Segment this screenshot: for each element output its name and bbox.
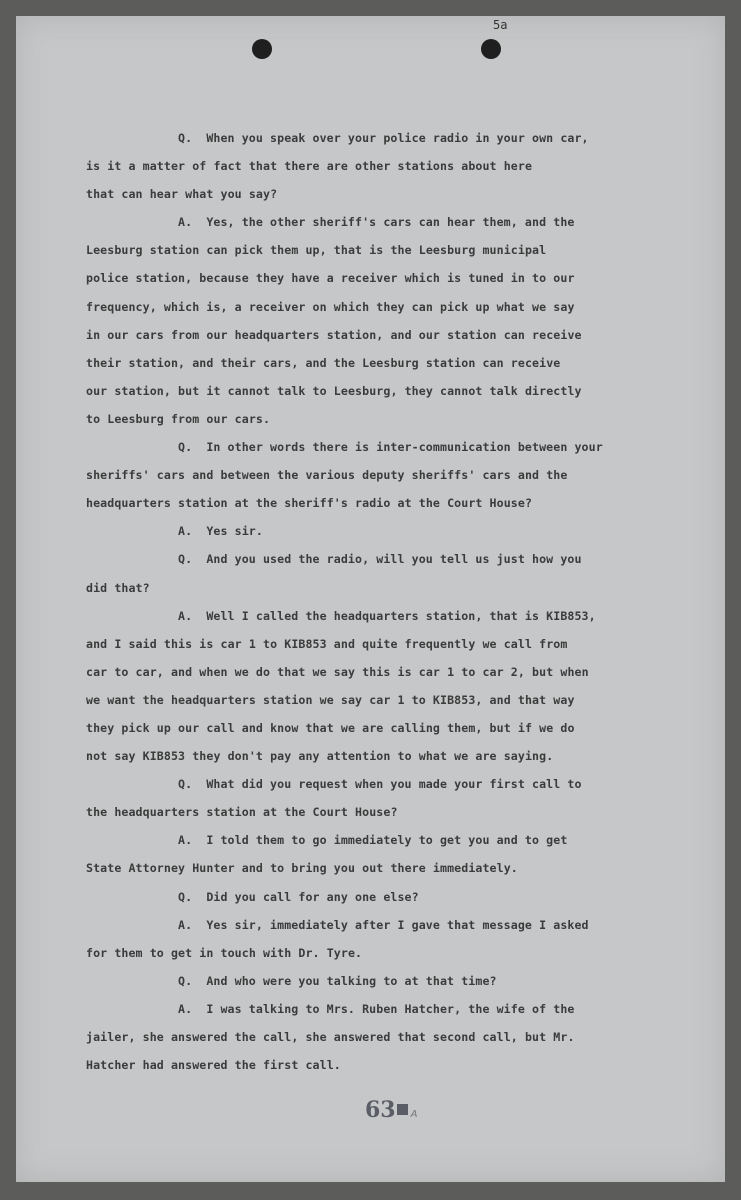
transcript-line: that can hear what you say?	[86, 187, 278, 202]
punch-hole-right	[481, 39, 501, 59]
transcript-line: A. Yes sir.	[178, 524, 263, 539]
transcript-line: their station, and their cars, and the Leesburg station can receive	[86, 355, 561, 370]
page-number: 5a	[493, 18, 508, 32]
transcript-line: A. I was talking to Mrs. Ruben Hatcher, the wife of the	[178, 1001, 575, 1016]
transcript-line: for them to get in touch with Dr. Tyre.	[86, 945, 363, 960]
transcript-body	[86, 124, 686, 1079]
transcript-line: jailer, she answered the call, she answered that second call, but Mr.	[86, 1030, 575, 1044]
transcript-line: Hatcher had answered the first call.	[86, 1058, 341, 1073]
transcript-line: Leesburg station can pick them up, that is the Leesburg municipal	[86, 243, 547, 258]
transcript-line: they pick up our call and know that we are calling them, but if we do	[86, 720, 575, 735]
transcript-line: police station, because they have a receiver which is tuned in to our	[86, 271, 575, 286]
transcript-line: in our cars from our headquarters station, and our station can receive	[86, 327, 582, 342]
transcript-line: and I said this is car 1 to KIB853 and quite frequently we call from	[86, 636, 568, 651]
transcript-line: our station, but it cannot talk to Leesburg, they cannot talk directly	[86, 383, 582, 398]
transcript-line: to Leesburg from our cars.	[86, 411, 271, 426]
transcript-line: sheriffs' cars and between the various deputy sheriffs' cars and the	[86, 468, 568, 483]
document-page	[16, 16, 725, 1182]
transcript-line: did that?	[86, 580, 150, 595]
transcript-line: Q. When you speak over your police radio in your own car,	[178, 131, 589, 145]
transcript-line: is it a matter of fact that there are other stations about here	[86, 159, 533, 174]
transcript-line: Q. Did you call for any one else?	[178, 889, 419, 904]
stamp-block-mark	[397, 1104, 408, 1115]
transcript-line: A. Yes, the other sheriff's cars can hear them, and the	[178, 215, 575, 230]
archive-stamp	[365, 1097, 417, 1123]
transcript-line: Q. What did you request when you made your first call to	[178, 777, 582, 792]
transcript-line: Q. In other words there is inter-communication between your	[178, 440, 603, 455]
transcript-line: headquarters station at the sheriff's radio at the Court House?	[86, 496, 533, 511]
transcript-line: A. Well I called the headquarters station, that is KIB853,	[178, 608, 596, 623]
transcript-line: we want the headquarters station we say car 1 to KIB853, and that way	[86, 692, 575, 707]
transcript-line: Q. And who were you talking to at that time?	[178, 973, 497, 988]
transcript-line: not say KIB853 they don't pay any attention to what we are saying.	[86, 749, 554, 764]
transcript-line: State Attorney Hunter and to bring you out there immediately.	[86, 861, 518, 876]
punch-hole-left	[252, 39, 272, 59]
transcript-line: the headquarters station at the Court House?	[86, 805, 398, 820]
stamp-number: 63	[365, 1097, 396, 1123]
transcript-line: Q. And you used the radio, will you tell us just how you	[178, 552, 582, 567]
transcript-line: car to car, and when we do that we say this is car 1 to car 2, but when	[86, 664, 589, 679]
transcript-line: A. Yes sir, immediately after I gave that message I asked	[178, 917, 589, 932]
stamp-suffix: A	[410, 1109, 418, 1120]
transcript-line: frequency, which is, a receiver on which they can pick up what we say	[86, 299, 575, 314]
transcript-line: A. I told them to go immediately to get you and to get	[178, 833, 568, 848]
